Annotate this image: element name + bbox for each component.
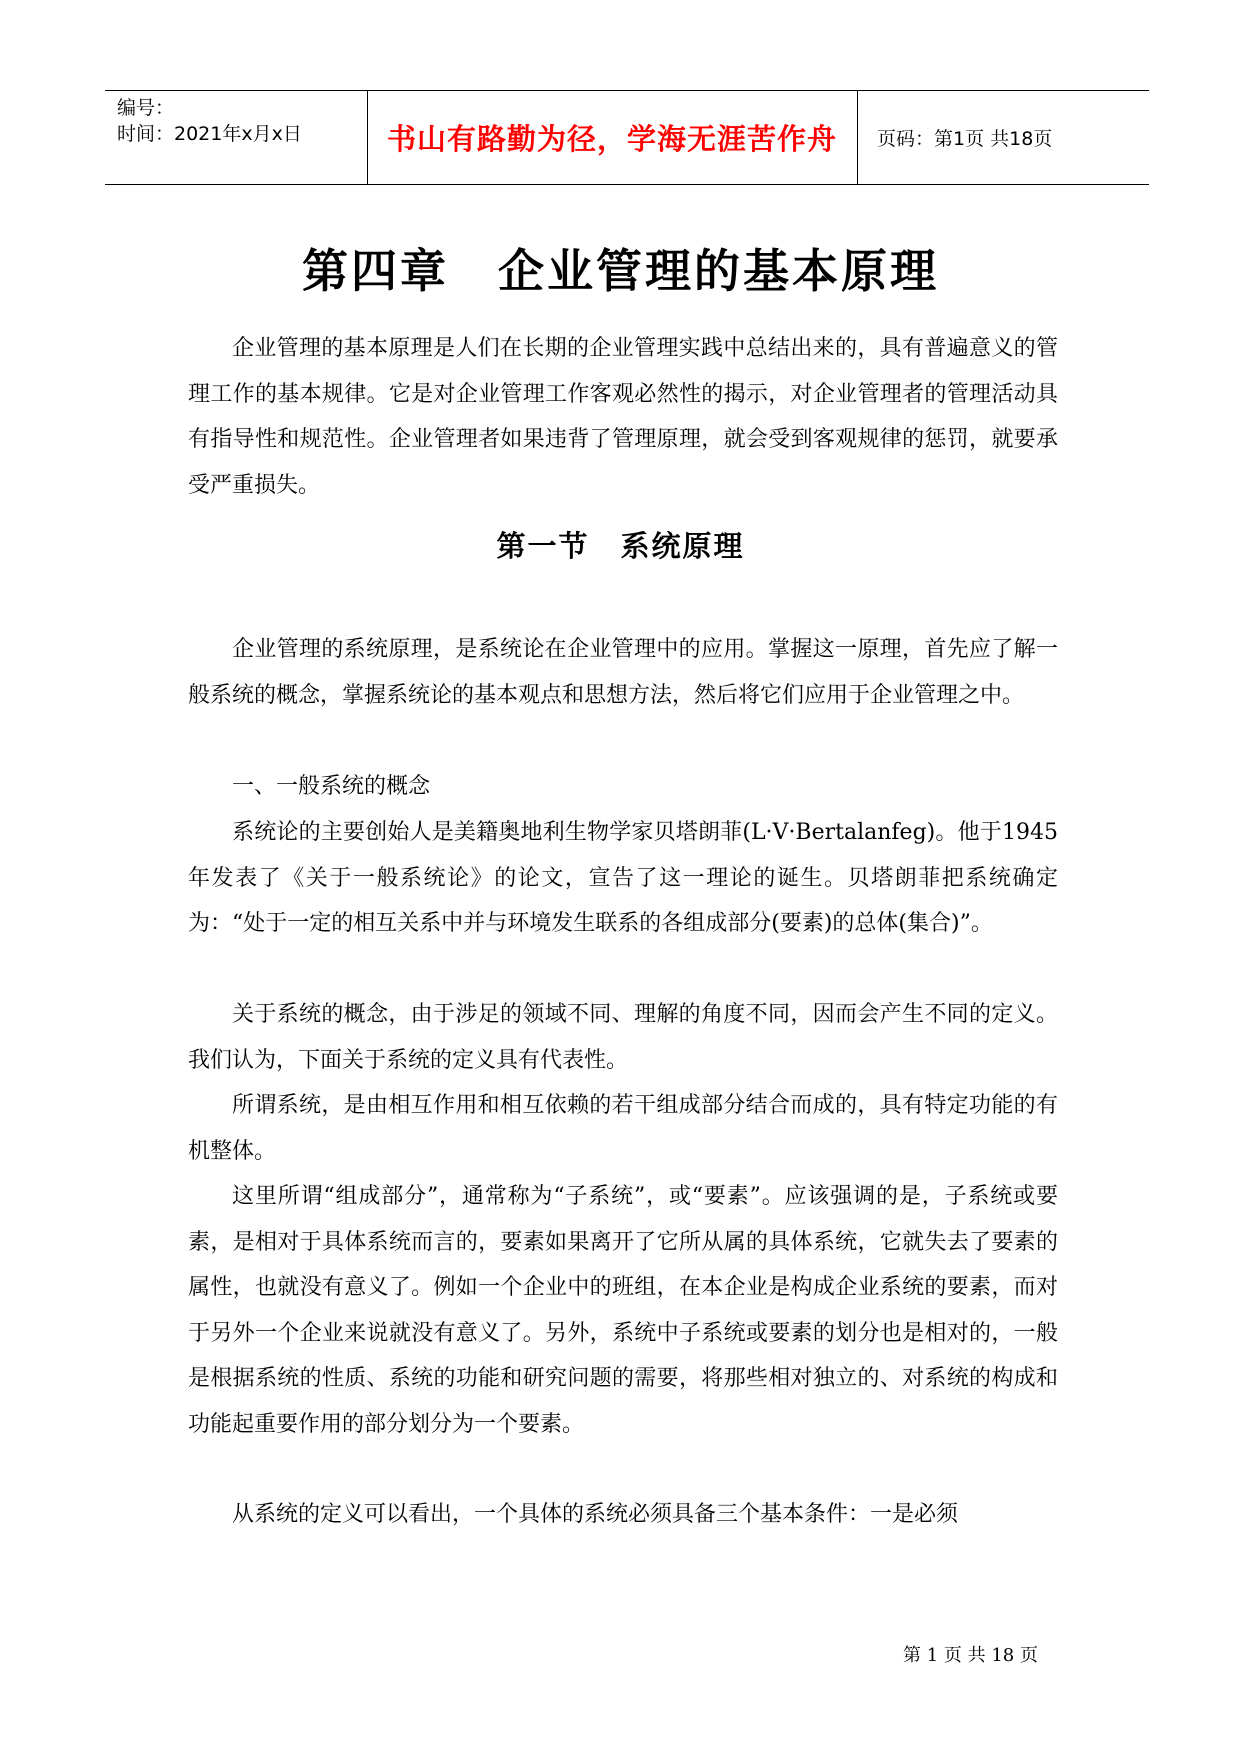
chapter-title: 第四章 企业管理的基本原理 [302,244,939,298]
paragraph-definitions: 关于系统的概念，由于涉足的领域不同、理解的角度不同，因而会产生不同的定义。我们认为，下面关于系统的定义具有代表性。 [188,1002,1058,1073]
document-number-label: 编号： [117,97,175,119]
document-time-label: 时间：2021年x月x日 [117,123,302,145]
paragraph-components: 这里所谓“组成部分”，通常称为“子系统”，或“要素”。应该强调的是，子系统或要素，是相对于具体系统而言的，要素如果离开了它所从属的具体系统，它就失去了要素的属性，也就没有意义了。例如一个企业中的班组，在本企业是构成企业系统的要素，而对于另外一个企业来说就没有意义了。另外，系统中子系统或要素的划分也是相对的，一般是根据系统的性质、系统的功能和研究问题的需要，将那些相对独立的、对系统的构成和功能起重要作用的部分划分为一个要素。 [188,1184,1058,1437]
page-footer: 第 1 页 共 18 页 [903,1645,1038,1666]
paragraph-subheading: 一、一般系统的概念 [232,774,431,799]
paragraph-system-definition: 所谓系统，是由相互作用和相互依赖的若干组成部分结合而成的，具有特定功能的有机整体。 [188,1093,1058,1164]
paragraph-conditions: 从系统的定义可以看出，一个具体的系统必须具备三个基本条件：一是必须 [232,1502,959,1527]
header-right-cell [857,91,1149,184]
intro-paragraph: 企业管理的基本原理是人们在长期的企业管理实践中总结出来的，具有普遍意义的管理工作的基本规律。它是对企业管理工作客观必然性的揭示，对企业管理者的管理活动具有指导性和规范性。企业管理者如果违背了管理原理，就会受到客观规律的惩罚，就要承受严重损失。 [188,336,1058,498]
paragraph-system-principle: 企业管理的系统原理，是系统论在企业管理中的应用。掌握这一原理，首先应了解一般系统的概念，掌握系统论的基本观点和思想方法，然后将它们应用于企业管理之中。 [188,637,1058,708]
section-title: 第一节 系统原理 [496,529,745,563]
header-motto: 书山有路勤为径，学海无涯苦作舟 [386,122,837,156]
page-header [105,90,1149,185]
header-motto-cell [367,91,858,184]
paragraph-founder: 系统论的主要创始人是美籍奥地利生物学家贝塔朗菲(L·V·Bertalanfeg)。他于1945年发表了《关于一般系统论》的论文，宣告了这一理论的诞生。贝塔朗菲把系统确定为：“处于一定的相互关系中并与环境发生联系的各组成部分(要素)的总体(集合)”。 [188,820,1058,936]
header-page-label: 页码：第1页 共18页 [877,128,1053,150]
header-left-cell [105,91,368,184]
